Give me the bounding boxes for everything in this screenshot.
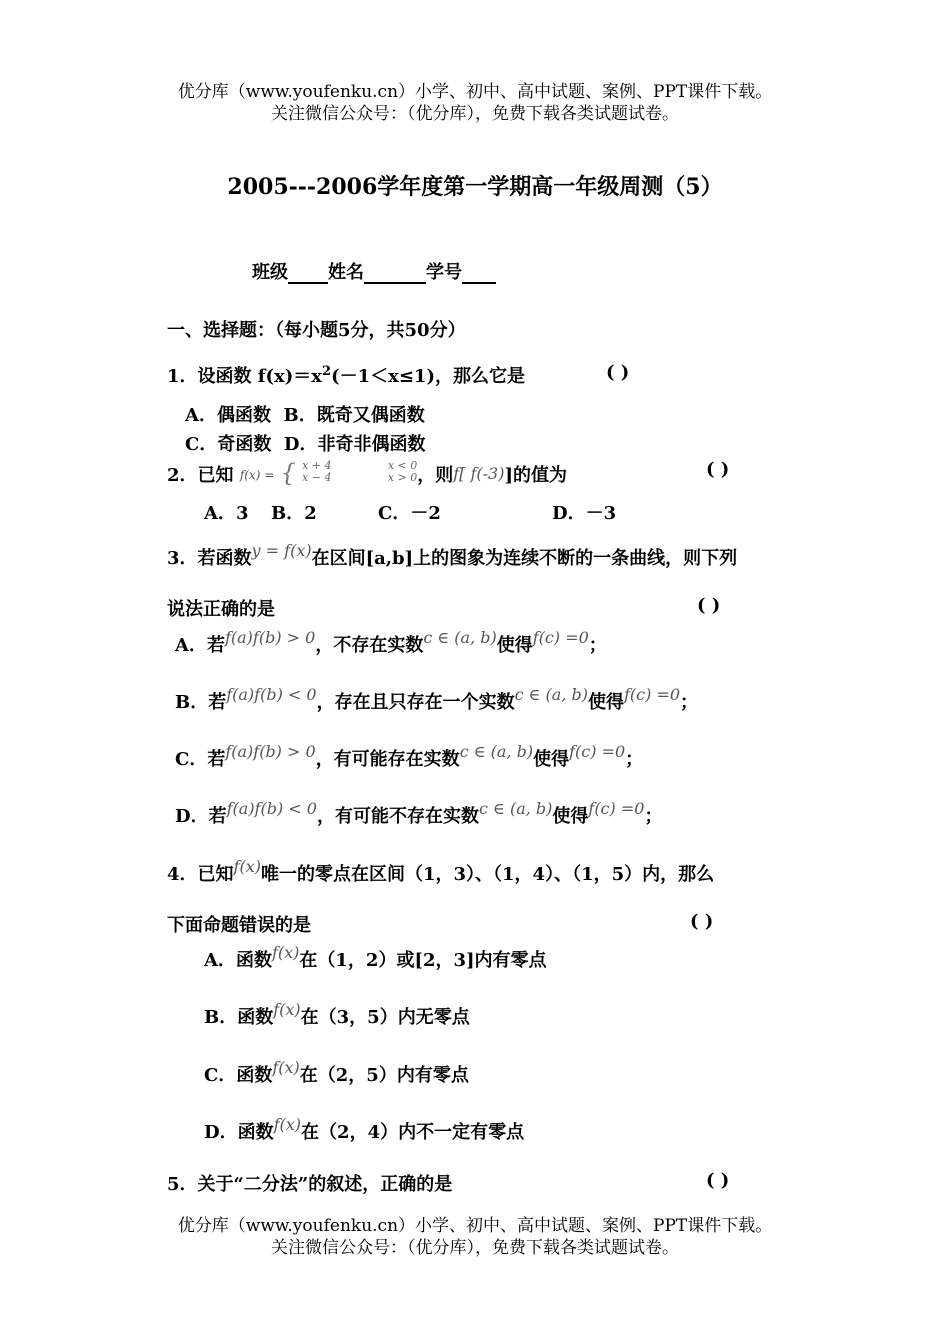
q3-c-text: ，有可能存在实数 [315,749,460,770]
q2-piece-2: x − 4 [302,471,332,484]
q3-c-c: c ∈ (a, b) [459,742,534,761]
class-blank [288,264,328,284]
q3-a-end: ； [588,635,607,656]
q3-expr: y = f(x) [251,541,312,560]
question-5: 5．关于“二分法”的叙述，正确的是 [167,1174,453,1195]
q4-option-d [204,1115,525,1144]
q2-brace: { [280,459,296,487]
class-label: 班级 [252,262,288,283]
q2-answer-paren: ( ) [706,459,730,480]
q3-b-use: 使得 [588,692,624,713]
id-blank [462,264,496,284]
q3-a-eq: f(c) =0 [532,628,589,647]
q4-a-label: A．函数 [204,950,272,971]
question-4 [167,857,715,886]
student-info-line [252,258,496,284]
q3-answer-paren: ( ) [697,595,721,616]
q4-a-text: 在（1，2）或[2，3]内有零点 [299,950,547,971]
q3-suffix: 在区间[a,b]上的图象为连续不断的一条曲线，则下列 [311,548,738,569]
q3-b-text: ，存在且只存在一个实数 [316,692,515,713]
q3-d-end: ； [644,806,663,827]
footer-line-1: 优分库（www.youfenku.cn）小学、初中、高中试题、案例、PPT课件下载。 [177,1216,773,1236]
q2-pieces [302,460,331,484]
header-line-2: 关注微信公众号：（优分库），免费下载各类试题试卷。 [271,104,679,124]
q3-b-cond: f(a)f(b) < 0 [226,685,317,704]
q4-c-text: 在（2，5）内有零点 [299,1065,469,1086]
q3-d-c: c ∈ (a, b) [478,799,553,818]
q2-expr: f[ f(-3) [453,464,505,483]
q1-option-a: A．偶函数 [185,405,271,426]
footer-line-2: 关注微信公众号：（优分库），免费下载各类试题试卷。 [271,1238,679,1258]
q3-c-eq: f(c) =0 [569,742,626,761]
q2-option-d: D．－3 [552,503,617,524]
q3-b-end: ； [680,692,699,713]
q3-d-cond: f(a)f(b) < 0 [226,799,317,818]
question-1 [167,362,525,388]
q4-b-label: B．函数 [204,1007,274,1028]
q1-option-c: C．奇函数 [185,434,272,455]
q1-option-b: B．既奇又偶函数 [283,405,425,426]
q4-expr: f(x) [233,857,261,876]
header-line-1: 优分库（www.youfenku.cn）小学、初中、高中试题、案例、PPT课件下载。 [177,82,773,102]
q3-d-use: 使得 [552,806,589,827]
q4-b-text: 在（3，5）内无零点 [300,1007,470,1028]
q4-line-2: 下面命题错误的是 [167,915,311,936]
q3-prefix: 3．若函数 [167,548,252,569]
q3-c-cond: f(a)f(b) > 0 [225,742,316,761]
q3-b-eq: f(c) =0 [624,685,681,704]
q4-c-fx: f(x) [272,1058,300,1077]
q3-a-c: c ∈ (a, b) [423,628,497,647]
name-label: 姓名 [328,262,364,283]
question-3 [167,541,738,570]
q5-answer-paren: ( ) [706,1170,730,1191]
q1-option-d: D．非奇非偶函数 [283,434,426,455]
q3-d-label: D．若 [175,806,227,827]
q4-c-label: C．函数 [204,1065,273,1086]
q3-c-use: 使得 [533,749,570,770]
q4-b-fx: f(x) [273,1000,301,1019]
name-blank [364,264,426,284]
q4-answer-paren: ( ) [690,911,714,932]
q3-option-b [175,685,699,714]
q2-cond-2: x > 0 [387,471,418,484]
q3-a-label: A．若 [175,635,225,656]
q2-option-c: C．－2 [378,503,441,524]
q4-a-fx: f(x) [271,943,300,962]
q1-prefix: 1．设函数 f(x)＝x [167,366,323,387]
q3-c-label: C．若 [175,749,226,770]
q4-d-label: D．函数 [204,1122,274,1143]
q4-suffix: 唯一的零点在区间（1，3）、（1，4）、（1，5）内，那么 [260,864,715,885]
q2-fx: f(x) = [239,468,275,482]
q1-suffix: (－1＜x≤1)，那么它是 [331,366,525,387]
q2-conditions [388,460,417,484]
q2-suffix: ]的值为 [504,465,568,486]
q3-a-text: ，不存在实数 [315,635,424,656]
q2-option-b: B．2 [271,503,317,524]
q3-b-label: B．若 [175,692,227,713]
q1-exponent: 2 [322,364,332,379]
q4-d-fx: f(x) [273,1115,302,1134]
q3-c-end: ； [625,749,644,770]
q3-line-2: 说法正确的是 [167,599,275,620]
id-label: 学号 [426,262,462,283]
q3-option-c [175,742,644,771]
q2-prefix: 2．已知 [167,465,234,486]
q3-a-cond: f(a)f(b) > 0 [224,628,316,647]
q1-options-row-2 [185,430,425,456]
q3-b-c: c ∈ (a, b) [514,685,588,704]
q3-d-text: ，有可能不存在实数 [316,806,479,827]
q4-option-c [204,1058,469,1087]
q4-d-text: 在（2，4）内不一定有零点 [301,1122,525,1143]
q3-a-use: 使得 [496,635,533,656]
q2-cond-1: x < 0 [387,459,418,472]
q2-mid: ，则 [417,465,454,486]
q1-options-row-1 [185,401,425,427]
question-2 [167,459,567,488]
q2-option-a: A．3 [204,503,249,524]
page-title: 2005---2006学年度第一学期高一年级周测（5） [227,174,723,200]
q2-piece-1: x + 4 [302,459,332,472]
q3-d-eq: f(c) =0 [588,799,645,818]
q4-option-b [204,1000,470,1029]
q1-answer-paren: ( ) [606,362,630,383]
q4-prefix: 4．已知 [167,864,234,885]
q4-option-a [204,943,547,972]
q3-option-a [175,628,607,657]
section-heading: 一、选择题：（每小题5分，共50分） [167,320,466,341]
q3-option-d [175,799,663,828]
